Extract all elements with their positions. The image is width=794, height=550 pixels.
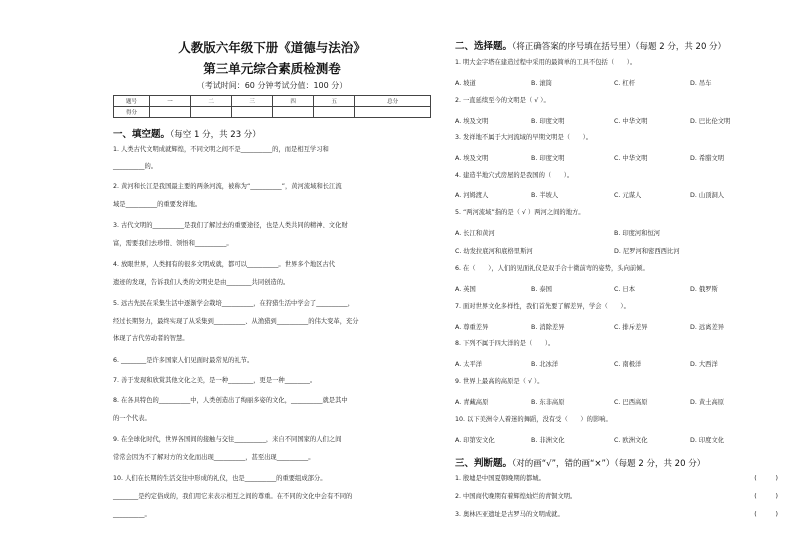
- choice-option[interactable]: A. 埃及文明: [455, 118, 489, 125]
- choice-option[interactable]: D. 大西洋: [690, 361, 718, 368]
- fill-line: 富，需要我们去珍惜、领悟和__________。: [113, 240, 233, 247]
- choice-option[interactable]: B. 印度文明: [531, 118, 565, 125]
- fill-line: 1. 人类古代文明成就辉煌，不同文明之间不是__________的，而是相互学习和: [113, 146, 329, 153]
- choice-option[interactable]: B. 北冰洋: [531, 361, 559, 368]
- judge-section-heading: [455, 455, 705, 469]
- score-cell: 得分: [114, 107, 150, 118]
- choice-options: [455, 228, 778, 236]
- fill-line: 的一个代表。: [113, 415, 151, 422]
- choice-options: [455, 246, 778, 254]
- choice-option[interactable]: D. 尼罗河和密西西比河: [614, 248, 680, 255]
- fill-line: 9. 在全球化时代，世界各国间的接触与交往__________，来自不同国家的人们之间: [113, 436, 342, 443]
- choice-question-stem: 10. 以下美洲令人着迷的舞蹈，没有受（ ）的影响。: [455, 416, 612, 423]
- choice-question-stem: 2. 一直延续至今的文明是（ √ ）。: [455, 97, 550, 104]
- score-cell: 题号: [114, 96, 150, 107]
- choice-options: [455, 435, 778, 443]
- fill-line: ________是约定俗成的，我们用它来表示相互之间的尊重。在不同的文化中会有不同的: [113, 493, 353, 500]
- judge-answer-blank[interactable]: ( ): [754, 511, 778, 518]
- exam-subtitle: 第三单元综合素质检测卷: [203, 61, 341, 76]
- score-table-score-row: [114, 107, 431, 118]
- choice-option[interactable]: D. 俄罗斯: [690, 286, 718, 293]
- choice-option[interactable]: A. 青藏高原: [455, 399, 489, 406]
- score-input-cell[interactable]: [314, 107, 355, 118]
- choice-option[interactable]: D. 希腊文明: [690, 155, 725, 162]
- fill-line: 体现了古代劳动者的智慧。: [113, 335, 189, 342]
- choice-options: [455, 359, 778, 367]
- choice-options: [455, 284, 778, 292]
- fill-line: 6. ________是许多国家人们见面时最常见的礼节。: [113, 357, 254, 364]
- choice-option[interactable]: C. 中华文明: [614, 118, 648, 125]
- exam-title: 人教版六年级下册《道德与法治》: [178, 40, 366, 55]
- choice-question-stem: 9. 世界上最高的高原是（ √ ）。: [455, 378, 544, 385]
- choice-option[interactable]: D. 印度文化: [690, 437, 725, 444]
- choice-option[interactable]: B. 印度文明: [531, 155, 565, 162]
- score-input-cell[interactable]: [355, 107, 431, 118]
- judge-item: [455, 493, 778, 501]
- score-input-cell[interactable]: [273, 107, 314, 118]
- choice-section-note: （将正确答案的序号填在括号里）（每题 2 分，共 20 分）: [512, 42, 727, 52]
- choice-options: [455, 397, 778, 405]
- judge-item-text: 2. 中国商代晚期有着辉煌灿烂的青铜文明。: [455, 493, 577, 500]
- score-cell: 二: [191, 96, 232, 107]
- choice-option[interactable]: B. 东非高原: [531, 399, 565, 406]
- fill-line: 遗迹的发现，告诉我们人类的文明史是由________共同创造的。: [113, 279, 290, 286]
- choice-option[interactable]: B. 非洲文化: [531, 437, 565, 444]
- fill-line: __________的。: [113, 163, 158, 170]
- score-cell: 五: [314, 96, 355, 107]
- choice-question-stem: 3. 发祥地不属于大河流域的早期文明是（ ）。: [455, 134, 593, 141]
- fill-line: 8. 在各具特色的__________中，人类创造出了绚丽多姿的文化，__________就是其中: [113, 397, 348, 404]
- judge-item: [455, 511, 778, 519]
- score-cell: 三: [232, 96, 273, 107]
- fill-line: 3. 古代文明的__________是我们了解过去的重要途径，也是人类共同的精神、文化财: [113, 222, 348, 229]
- choice-option[interactable]: C. 元谋人: [614, 192, 642, 199]
- choice-option[interactable]: B. 印度河和恒河: [614, 230, 661, 237]
- fill-line: 5. 远古先民在采集生活中逐渐学会栽培__________，在狩猎生活中学会了__________，: [113, 300, 354, 307]
- choice-question-stem: 4. 建造半地穴式房屋的是我国的（ ）。: [455, 172, 574, 179]
- choice-option[interactable]: C. 幼发拉底河和底格里斯河: [455, 248, 533, 255]
- score-input-cell[interactable]: [191, 107, 232, 118]
- choice-option[interactable]: B. 半坡人: [531, 192, 559, 199]
- choice-options: [455, 322, 778, 330]
- choice-option[interactable]: C. 排斥差异: [614, 324, 648, 331]
- choice-section-heading: [455, 38, 726, 52]
- choice-option[interactable]: C. 欧洲文化: [614, 437, 648, 444]
- score-input-cell[interactable]: [150, 107, 191, 118]
- choice-option[interactable]: A. 太平洋: [455, 361, 483, 368]
- choice-question-stem: 7. 面对世界文化多样性，我们首先要了解差异，学会（ ）。: [455, 303, 630, 310]
- fill-line: 2. 黄河和长江是我国最主要的两条河流，被称为“__________”，黄河流域和长江流: [113, 183, 342, 190]
- choice-question-stem: 8. 下列不属于四大洋的是（ ）。: [455, 340, 555, 347]
- fill-line: 7. 善于发现和欣赏其他文化之美，是一种________，更是一种________。: [113, 377, 317, 384]
- choice-option[interactable]: D. 巴比伦文明: [690, 118, 731, 125]
- choice-question-stem: 1. 明大金字塔在建造过程中采用的最简单的工具不包括（ ）。: [455, 59, 637, 66]
- choice-option[interactable]: D. 远离差异: [690, 324, 725, 331]
- score-cell: 四: [273, 96, 314, 107]
- judge-item-text: 3. 奥林匹亚遗址是古罗马的文明成就。: [455, 511, 564, 518]
- choice-option[interactable]: A. 坡道: [455, 80, 476, 87]
- fill-section-note: （每空 1 分，共 23 分）: [170, 130, 261, 140]
- choice-question-stem: 5. “两河流域”指的是（ √ ）两河之间的地方。: [455, 209, 585, 216]
- judge-section-title: 三、判断题。: [455, 458, 513, 469]
- choice-options: [455, 153, 778, 161]
- judge-item: [455, 475, 778, 483]
- choice-section-title: 二、选择题。: [455, 41, 513, 52]
- fill-line: 经过长期努力，最终实现了从采集到__________、从渔猎到__________的伟大变革，充分: [113, 318, 359, 325]
- choice-option[interactable]: C. 巴西高原: [614, 399, 648, 406]
- score-cell: 总分: [355, 96, 431, 107]
- choice-option[interactable]: C. 杠杆: [614, 80, 635, 87]
- score-input-cell[interactable]: [232, 107, 273, 118]
- choice-option[interactable]: D. 吊车: [690, 80, 712, 87]
- judge-item-text: 1. 殷墟是中国夏朝晚期的都城。: [455, 475, 545, 482]
- choice-question-stem: 6. 在（ ），人们的见面礼仪是双手合十微前弯的姿势，头向前倾。: [455, 265, 649, 272]
- fill-section-heading: [113, 126, 261, 140]
- fill-line: __________。: [113, 511, 151, 518]
- choice-option[interactable]: C. 南极洋: [614, 361, 642, 368]
- score-table: [113, 95, 431, 118]
- fill-line: 4. 放眼世界，人类拥有的很多文明成就，都可以__________。世界多个地区古代: [113, 261, 336, 268]
- choice-options: [455, 116, 778, 124]
- choice-option[interactable]: C. 日本: [614, 286, 635, 293]
- score-table-header-row: [114, 96, 431, 107]
- judge-section-note: （对的画“√”，错的画“×”）（每题 2 分，共 20 分）: [512, 459, 706, 469]
- choice-option[interactable]: B. 滚筒: [531, 80, 552, 87]
- fill-line: 常常会因为不了解对方的文化而出现__________，甚至出现__________。: [113, 454, 315, 461]
- judge-answer-blank[interactable]: ( ): [754, 475, 778, 482]
- judge-answer-blank[interactable]: ( ): [754, 493, 778, 500]
- fill-line: 域是__________的重要发祥地。: [113, 201, 202, 208]
- choice-option[interactable]: B. 泰国: [531, 286, 552, 293]
- choice-option[interactable]: A. 印第安文化: [455, 437, 495, 444]
- choice-option[interactable]: D. 山顶洞人: [690, 192, 725, 199]
- score-cell: 一: [150, 96, 191, 107]
- choice-option[interactable]: C. 中华文明: [614, 155, 648, 162]
- choice-option[interactable]: B. 消除差异: [531, 324, 565, 331]
- fill-line: 10. 人们在长期的生活交往中形成的礼仪，也是__________的重要组成部分。: [113, 475, 327, 482]
- choice-option[interactable]: A. 埃及文明: [455, 155, 489, 162]
- choice-options: [455, 78, 778, 86]
- exam-meta: （考试时间：60 分钟考试分值：100 分）: [196, 81, 348, 90]
- choice-option[interactable]: A. 尊重差异: [455, 324, 489, 331]
- choice-option[interactable]: A. 英国: [455, 286, 476, 293]
- choice-option[interactable]: A. 河姆渡人: [455, 192, 489, 199]
- fill-section-title: 一、填空题。: [113, 129, 171, 140]
- choice-options: [455, 190, 778, 198]
- choice-option[interactable]: A. 长江和黄河: [455, 230, 495, 237]
- choice-option[interactable]: D. 黄土高原: [690, 399, 725, 406]
